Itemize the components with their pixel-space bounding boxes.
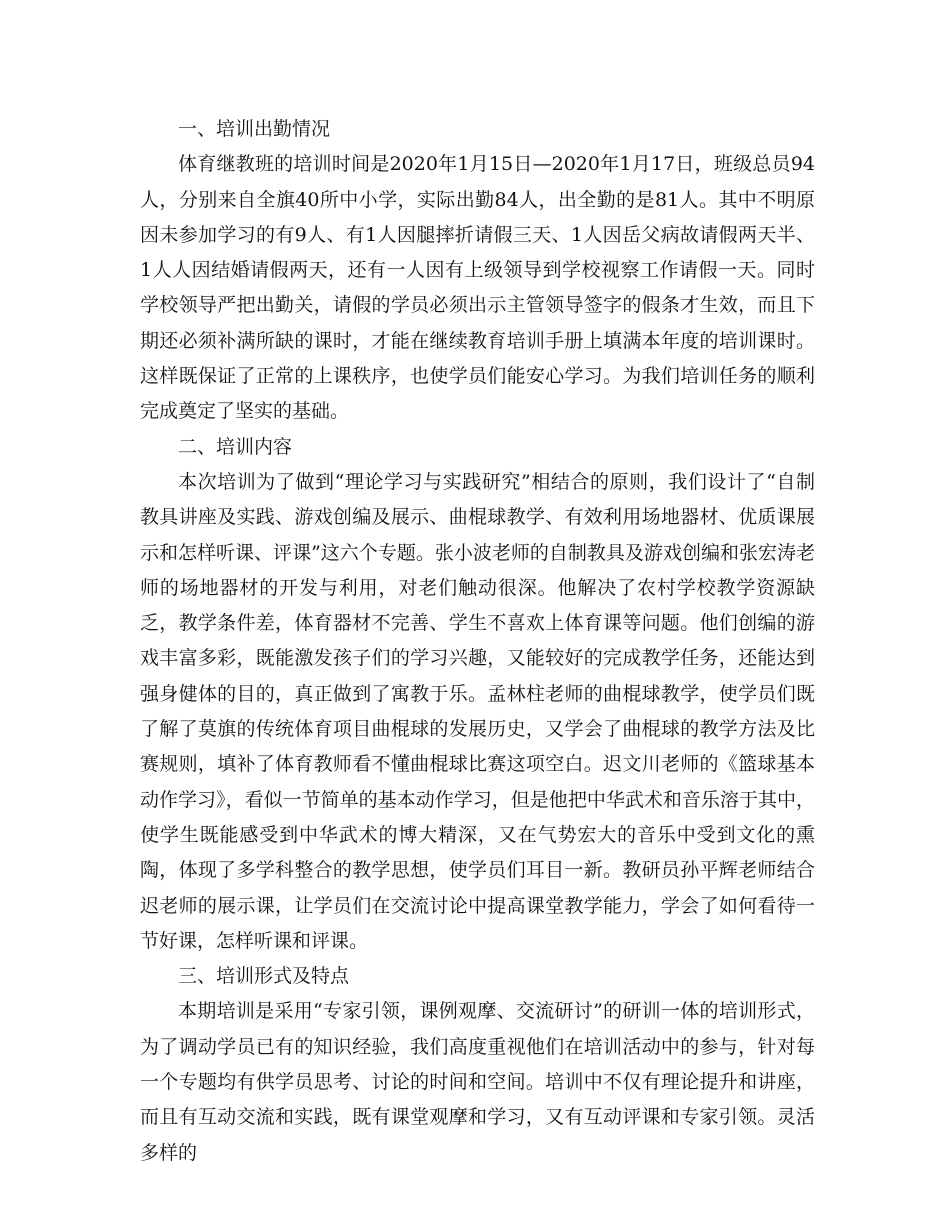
section-paragraph-content: 本次培训为了做到“理论学习与实践研究”相结合的原则，我们设计了“自制教具讲座及实践、游戏创编及展示、曲棍球教学、有效利用场地器材、优质课展示和怎样听课、评课”这六个专题。张小波老师的自制教具及游戏创编和张宏涛老师的场地器材的开发与利用，对老们触动很深。他解决了农村学校教学资源缺乏，教学条件差，体育器材不完善、学生不喜欢上体育课等问题。他们创编的游戏丰富多彩，既能激发孩子们的学习兴趣，又能较好的完成教学任务，还能达到强身健体的目的，真正做到了寓教于乐。孟林柱老师的曲棍球教学，使学员们既了解了莫旗的传统体育项目曲棍球的发展历史，又学会了曲棍球的教学方法及比赛规则，填补了体育教师看不懂曲棍球比赛这项空白。迟文川老师的《篮球基本动作学习》，看似一节简单的基本动作学习，但是他把中华武术和音乐溶于其中，使学生既能感受到中华武术的博大精深，又在气势宏大的音乐中受到文化的熏陶，体现了多学科整合的教学思想，使学员们耳目一新。教研员孙平辉老师结合迟老师的展示课，让学员们在交流讨论中提高课堂教学能力，学会了如何看待一节好课，怎样听课和评课。 (140, 470, 815, 952)
section-heading-content: 二、培训内容 (178, 435, 293, 458)
section-paragraph-format: 本期培训是采用“专家引领，课例观摩、交流研讨”的研训一体的培训形式，为了调动学员已有的知识经验，我们高度重视他们在培训活动中的参与，针对每一个专题均有供学员思考、讨论的时间和空间。培训中不仅有理论提升和讲座，而且有互动交流和实践，既有课堂观摩和学习，又有互动评课和专家引领。灵活多样的 (140, 1000, 815, 1164)
section-heading-format: 三、培训形式及特点 (178, 965, 350, 988)
document-body (140, 112, 815, 1171)
section-paragraph-attendance: 体育继教班的培训时间是2020年1月15日—2020年1月17日，班级总员94人，分别来自全旗40所中小学，实际出勤84人，出全勤的是81人。其中不明原因未参加学习的有9人、有1人因腿摔折请假三天、1人因岳父病故请假两天半、1人人因结婚请假两天，还有一人因有上级领导到学校视察工作请假一天。同时学校领导严把出勤关，请假的学员必须出示主管领导签字的假条才生效，而且下期还必须补满所缺的课时，才能在继续教育培训手册上填满本年度的培训课时。这样既保证了正常的上课秩序，也使学员们能安心学习。为我们培训任务的顺利完成奠定了坚实的基础。 (140, 153, 815, 423)
section-heading-attendance: 一、培训出勤情况 (178, 118, 331, 140)
